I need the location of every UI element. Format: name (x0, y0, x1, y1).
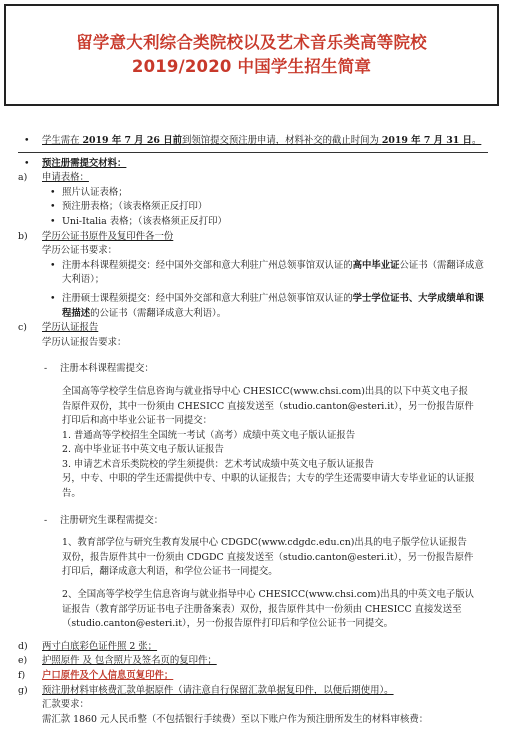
undergrad-note: 另，中专、中职的学生还需提供中专、中职的认证报告；大专的学生还需要申请大专毕业证的认证报告。 (62, 473, 475, 500)
section-a-label: a) (18, 172, 28, 184)
materials-heading-row (18, 157, 493, 172)
section-g-requirement (18, 698, 493, 713)
dash-icon: - (44, 363, 48, 375)
section-c-title: 学历认证报告 (42, 322, 99, 334)
bullet-icon: • (24, 157, 30, 169)
section-a-title: 申请表格： (42, 172, 89, 184)
list-item-text: 的公证书（需翻译成意大利语）。 (90, 307, 227, 319)
list-item (18, 292, 493, 321)
bullet-icon: • (24, 135, 30, 146)
list-item-text: 预注册表格；（该表格须正反打印） (62, 201, 208, 213)
list-item-text: Uni-Italia 表格；（该表格须正反打印） (62, 215, 227, 227)
bullet-icon: • (50, 186, 56, 198)
bullet-icon: • (50, 259, 56, 271)
list-item-text: 3. 申请艺术音乐类院校的学生须提供：艺术考试成绩中英文电子版认证报告 (62, 458, 374, 470)
requirement-text: 学历认证报告要求： (42, 336, 127, 348)
list-item (18, 200, 493, 215)
section-d-text: 两寸白底彩色证件照 2 张； (42, 640, 158, 652)
list-item (18, 443, 493, 458)
section-g-row (18, 684, 493, 699)
grad-heading: 注册研究生课程需提交： (60, 514, 164, 526)
list-item-bold: 学士学位证书、大学成绩单和课程描述 (62, 292, 484, 319)
bullet-icon: • (50, 201, 56, 213)
intro-text-2: 到领馆提交预注册申请，材料补交的截止时间为 (181, 135, 382, 146)
intro-date-2: 2019 年 7 月 31 日 (381, 135, 472, 146)
bullet-icon: • (50, 215, 56, 227)
section-d-row (18, 640, 493, 655)
page-title: 留学意大利综合类院校以及艺术音乐类高等院校 (76, 33, 427, 52)
requirement-text: 汇款要求： (42, 699, 89, 711)
requirement-text: 学历公证书要求： (42, 245, 118, 257)
section-b-requirement (18, 244, 493, 259)
section-e-row (18, 654, 493, 669)
intro-text-3: 。 (471, 135, 482, 146)
grad-heading-row (18, 514, 493, 529)
section-g-fee (18, 713, 493, 728)
title-box (4, 4, 499, 106)
list-item (18, 215, 493, 230)
dash-icon: - (44, 514, 48, 526)
undergrad-heading-row (18, 362, 493, 377)
list-item-text: 公证书（需翻译成意大利语）； (62, 259, 484, 286)
list-item-text: 照片认证表格； (62, 186, 128, 198)
intro-line (18, 134, 493, 149)
list-item (18, 458, 493, 473)
section-c-label: c) (18, 322, 27, 334)
list-item-text: 注册本科课程须提交：经中国外交部和意大利驻广州总领事馆双认证的 (62, 259, 353, 271)
materials-heading: 预注册需提交材料： (42, 157, 127, 169)
section-c-requirement (18, 336, 493, 351)
section-f-text: 户口原件及个人信息页复印件； (42, 670, 174, 681)
list-item-text: 2. 高中毕业证书中英文电子版认证报告 (62, 444, 224, 456)
list-item (18, 429, 493, 444)
intro-date-1: 2019 年 7 月 26 日前 (82, 135, 182, 146)
grad-paragraph-1: 1、教育部学位与研究生教育发展中心 CDGDC(www.cdgdc.edu.cn)出具的电子版学位认证报告双份，报告原件其中一份须由 CDGDC 直接发送至（studio.canton@esteri.it），另一份报告原件打印后，翻译成意大利语，和学位公证书一同提交。 (62, 537, 474, 578)
section-f-label: f) (18, 670, 26, 681)
list-item-text: 注册硕士课程须提交：经中国外交部和意大利驻广州总领事馆双认证的 (62, 292, 353, 304)
section-a-title-row (18, 171, 493, 186)
section-b-title: 学历公证书原件及复印件各一份 (42, 230, 174, 242)
intro-text-1: 学生需在 (42, 135, 83, 146)
page-subtitle: 2019/2020 中国学生招生简章 (131, 57, 372, 76)
section-c-title-row (18, 321, 493, 336)
section-g-label: g) (18, 684, 28, 696)
divider (18, 152, 488, 153)
bullet-icon: • (50, 292, 56, 304)
document-body (18, 134, 493, 727)
section-b-label: b) (18, 230, 28, 242)
section-e-label: e) (18, 655, 28, 667)
section-g-text: 预注册材料审核费汇款单据原件（请注意自行保留汇款单据复印件，以便后期使用）。 (42, 684, 394, 696)
undergrad-heading: 注册本科课程需提交： (60, 363, 154, 375)
section-d-label: d) (18, 640, 28, 652)
fee-text: 需汇款 1860 元人民币整（不包括银行手续费）至以下账户作为预注册所发生的材料审核费： (42, 713, 429, 725)
section-f-row (18, 669, 493, 684)
grad-paragraph-2: 2、全国高等学校学生信息咨询与就业指导中心 CHESICC(www.chsi.com)出具的中英文电子版认证报告（教育部学历证书电子注册备案表）双份，报告原件其中一份须由 CHESICC 直接发送至（studio.canton@esteri.it），另一份报告原件打印后和学位公证书一同提交。 (62, 589, 474, 630)
list-item (18, 259, 493, 288)
undergrad-paragraph: 全国高等学校学生信息咨询与就业指导中心 CHESICC(www.chsi.com)出具的以下中英文电子报告原件双份，其中一份须由 CHESICC 直接发送至（studio.canton@esteri.it），另一份报告原件打印后和高中毕业公证书一同提交： (62, 385, 474, 427)
section-b-title-row (18, 230, 493, 245)
list-item-text: 1. 普通高等学校招生全国统一考试（高考）成绩中英文电子版认证报告 (62, 429, 356, 441)
list-item-bold: 高中毕业证 (352, 259, 400, 271)
list-item (18, 186, 493, 201)
section-e-text: 护照原件 及 包含照片及签名页的复印件； (42, 655, 217, 667)
